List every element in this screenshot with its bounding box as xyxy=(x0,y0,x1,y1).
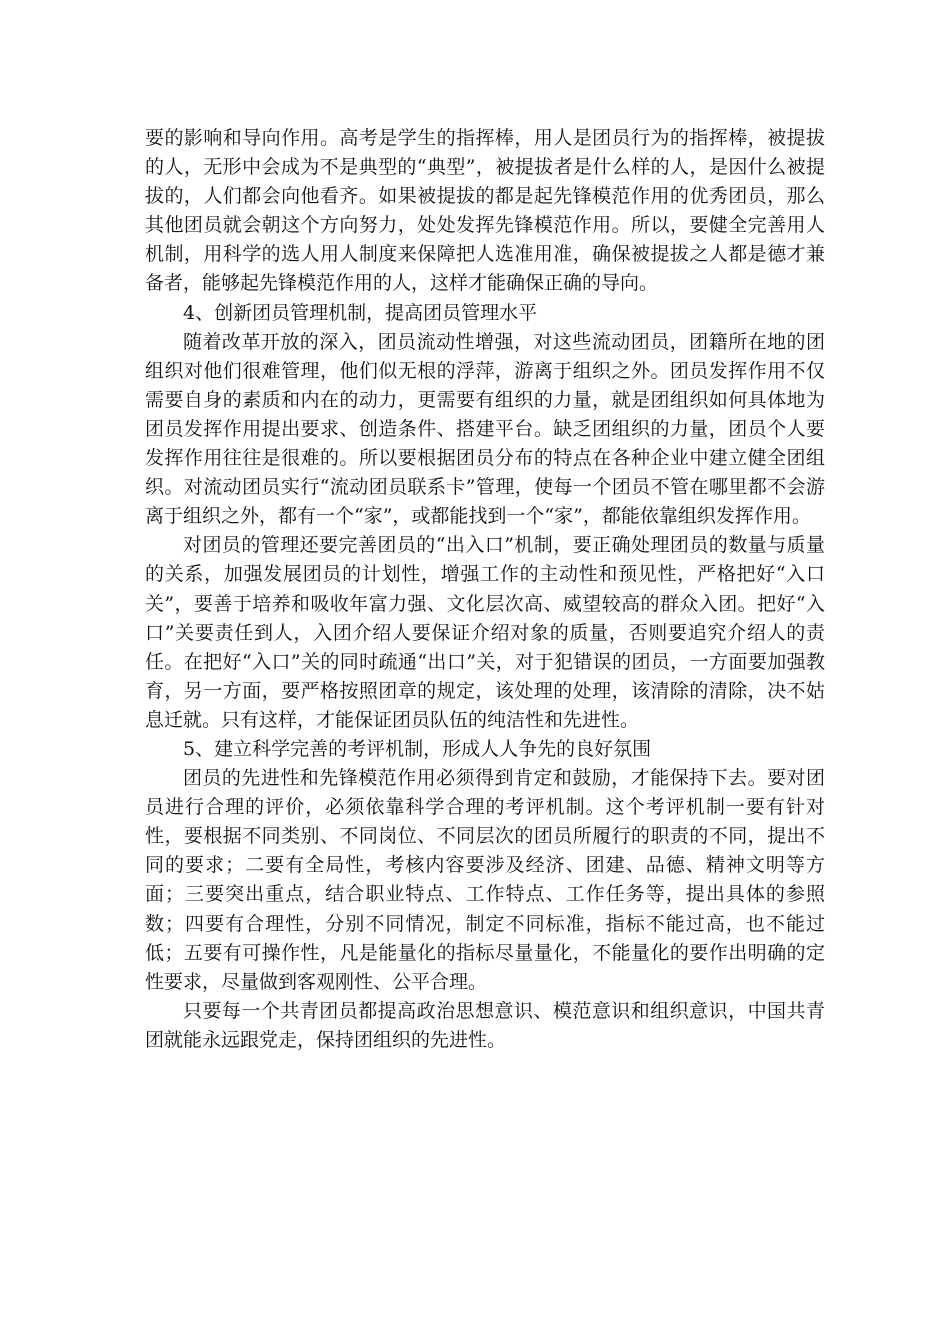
paragraph-mobile-members: 随着改革开放的深入，团员流动性增强，对这些流动团员，团籍所在地的团组织对他们很难管理，他们似无根的浮萍，游离于组织之外。团员发挥作用不仅需要自身的素质和内在的动力，更需要有组织的力量，就是团组织如何具体地为团员发挥作用提出要求、创造条件、搭建平台。缺乏团组织的力量，团员个人要发挥作用往往是很难的。所以要根据团员分布的特点在各种企业中建立健全团组织。对流动团员实行“流动团员联系卡”管理，使每一个团员不管在哪里都不会游离于组织之外，都有一个“家”，或都能找到一个“家”，都能依靠组织发挥作用。 xyxy=(145,330,825,528)
document-body xyxy=(145,124,825,1055)
section-heading-4: 4、创新团员管理机制，提高团员管理水平 xyxy=(183,301,538,324)
paragraph-entry-exit: 对团员的管理还要完善团员的“出入口”机制，要正确处理团员的数量与质量的关系，加强发展团员的计划性，增强工作的主动性和预见性，严格把好“入口关”，要善于培养和吸收年富力强、文化层次高、威望较高的群众入团。把好“入口”关要责任到人，入团介绍人要保证介绍对象的质量，否则要追究介绍人的责任。在把好“入口”关的同时疏通“出口”关，对于犯错误的团员，一方面要加强教育，另一方面，要严格按照团章的规定，该处理的处理，该清除的清除，决不姑息迁就。只有这样，才能保证团员队伍的纯洁性和先进性。 xyxy=(145,534,825,731)
section-heading-5: 5、建立科学完善的考评机制，形成人人争先的良好氛围 xyxy=(183,737,652,760)
paragraph-conclusion: 只要每一个共青团员都提高政治思想意识、模范意识和组织意识，中国共青团就能永远跟党走，保持团组织的先进性。 xyxy=(145,999,825,1051)
paragraph-evaluation: 团员的先进性和先锋模范作用必须得到肯定和鼓励，才能保持下去。要对团员进行合理的评价，必须依靠科学合理的考评机制。这个考评机制一要有针对性，要根据不同类别、不同岗位、不同层次的团员所履行的职责的不同，提出不同的要求；二要有全局性，考核内容要涉及经济、团建、品德、精神文明等方面；三要突出重点，结合职业特点、工作特点、工作任务等，提出具体的参照数；四要有合理性，分别不同情况，制定不同标准，指标不能过高，也不能过低；五要有可操作性，凡是能量化的指标尽量量化，不能量化的要作出明确的定性要求，尽量做到客观刚性、公平合理。 xyxy=(145,767,825,993)
paragraph-continuation: 要的影响和导向作用。高考是学生的指挥棒，用人是团员行为的指挥棒，被提拔的人，无形中会成为不是典型的“典型”，被提拔者是什么样的人，是因什么被提拔的，人们都会向他看齐。如果被提拔的都是起先锋模范作用的优秀团员，那么其他团员就会朝这个方向努力，处处发挥先锋模范作用。所以，要健全完善用人机制，用科学的选人用人制度来保障把人选准用准，确保被提拔之人都是德才兼备者，能够起先锋模范作用的人，这样才能确保正确的导向。 xyxy=(145,127,825,295)
